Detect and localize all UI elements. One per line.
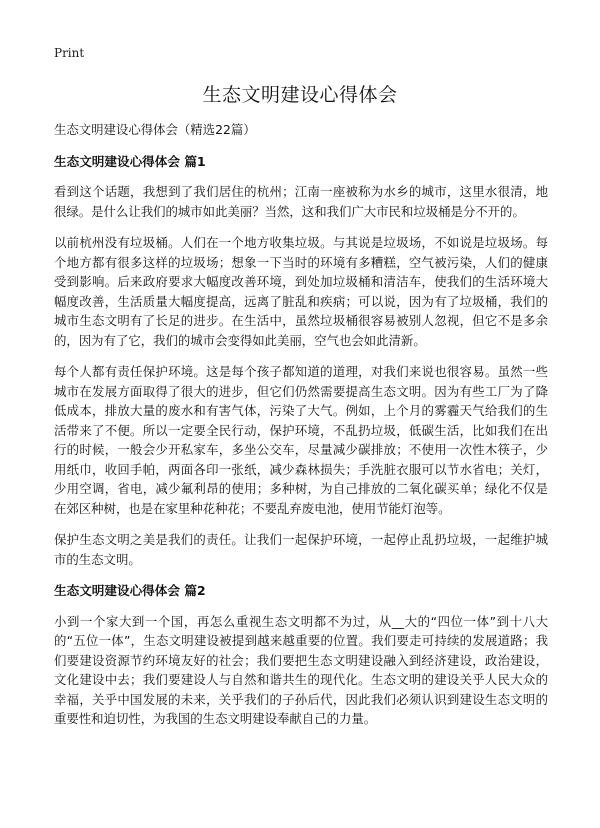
paragraph: 以前杭州没有垃圾桶。人们在一个地方收集垃圾。与其说是垃圾场，不如说是垃圾场。每个地方都有很多这样的垃圾场；想象一下当时的环境有多糟糕，空气被污染，人们的健康受到影响。后来政府要求大幅度改善环境，到处加垃圾桶和清洁车，使我们的生活环境大幅度改善，生活质量大幅度提高，远离了脏乱和疾病；可以说，因为有了垃圾桶，我们的城市生态文明有了长足的进步。在生活中，虽然垃圾桶很容易被别人忽视，但它不是多余的，因为有了它，我们的城市会变得如此美丽，空气也会如此清新。: [54, 235, 548, 348]
document-subtitle: 生态文明建设心得体会（精选22篇）: [54, 122, 256, 137]
paragraph: 保护生态文明之美是我们的责任。让我们一起保护环境，一起停止乱扔垃圾，一起维护城市的生态文明。: [54, 532, 548, 567]
print-link[interactable]: Print: [54, 46, 85, 60]
section-heading-2: 生态文明建设心得体会 篇2: [54, 583, 206, 598]
paragraph: 看到这个话题，我想到了我们居住的杭州；江南一座被称为水乡的城市，这里水很清，地很绿。是什么让我们的城市如此美丽？当然，这和我们广大市民和垃圾桶是分不开的。: [54, 184, 548, 219]
paragraph: 小到一个家大到一个国，再怎么重视生态文明都不为过，从__大的“四位一体”到十八大的“五位一体”，生态文明建设被提到越来越重要的位置。我们要走可持续的发展道路；我们要建设资源节约环境友好的社会；我们要把生态文明建设融入到经济建设，政治建设，文化建设中去；我们要建设人与自然和谐共生的现代化。生态文明的建设关乎人民大众的幸福，关乎中国发展的未来，关乎我们的子孙后代，因此我们必须认识到建设生态文明的重要性和迫切性，为我国的生态文明建设奉献自己的力量。: [54, 613, 548, 726]
document-body: [54, 120, 548, 741]
paragraph: 每个人都有责任保护环境。这是每个孩子都知道的道理，对我们来说也很容易。虽然一些城市在发展方面取得了很大的进步，但它们仍然需要提高生态文明。因为有些工厂为了降低成本，排放大量的废水和有害气体，污染了大气。例如，上个月的雾霾天气给我们的生活带来了不便。所以一定要全民行动，保护环境，不乱扔垃圾，低碳生活，比如我们在出行的时候，一般会少开私家车，多坐公交车，尽量减少碳排放；不使用一次性木筷子，少用纸巾，收回手帕，两面各印一张纸，减少森林损失；手洗脏衣服可以节水省电；关灯，少用空调，省电，减少氟利昂的使用；多种树，为自己排放的二氧化碳买单；绿化不仅是在郊区种树，也是在家里种花种花；不要乱弃废电池，使用节能灯泡等。: [54, 364, 548, 516]
section-heading-1: 生态文明建设心得体会 篇1: [54, 153, 206, 169]
page-title: 生态文明建设心得体会: [202, 84, 398, 106]
